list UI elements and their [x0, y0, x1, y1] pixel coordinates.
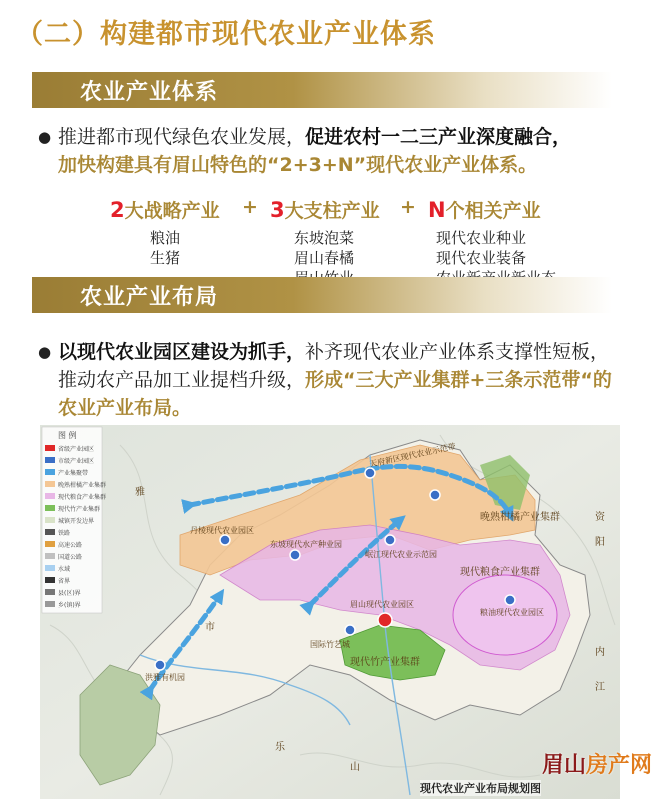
- park-marker-icon: [365, 468, 375, 478]
- list-item: 东坡泡菜: [294, 229, 355, 247]
- map-label: 晚熟柑橘产业集群: [480, 512, 560, 523]
- legend-item-label: 高速公路: [58, 542, 83, 549]
- para-gold-text: 加快构建具有眉山特色的“2+3+N”现代农业产业体系。: [58, 154, 538, 176]
- para-gold-text: 形成“三大产业集群+三条示范带“的农业产业布局。: [58, 369, 612, 419]
- list-item: 眉山春橘: [294, 249, 355, 267]
- legend-swatch: [45, 457, 55, 463]
- legend-swatch: [45, 541, 55, 547]
- map-label: 现代竹产业集群: [350, 657, 420, 668]
- paragraph-industry-system: [38, 123, 628, 179]
- park-marker-icon: [505, 595, 515, 605]
- legend-item-label: 铁路: [58, 530, 71, 537]
- industry-layout-map: [40, 425, 620, 799]
- category-text: 大支柱产业: [284, 200, 380, 222]
- category-number: 2: [110, 198, 125, 222]
- watermark-logo: [542, 748, 652, 779]
- para-bold-text: 促进农村一二三产业深度融合，: [305, 126, 572, 148]
- legend-item-label: 城镇开发边界: [58, 518, 95, 525]
- category-strategic: [110, 196, 220, 223]
- legend-swatch: [45, 445, 55, 451]
- map-caption: 现代农业产业布局规划图: [420, 782, 541, 795]
- place-label: 内: [595, 647, 605, 658]
- map-label: 粮油现代农业园区: [480, 608, 544, 617]
- legend-item-label: 国道公路: [58, 554, 83, 561]
- park-marker-icon: [220, 535, 230, 545]
- category-text: 个相关产业: [445, 200, 541, 222]
- legend-item-label: 晚熟柑橘产业集群: [58, 482, 107, 489]
- category-number: 3: [270, 198, 285, 222]
- legend-swatch: [45, 481, 55, 487]
- list-item: 现代农业装备: [436, 249, 527, 267]
- bullet-icon: ●: [38, 128, 52, 146]
- map-label: 岷江现代农业示范园: [365, 550, 437, 559]
- section-header-industry-system: [32, 72, 612, 108]
- map-label: 丹棱现代农业园区: [190, 526, 254, 535]
- legend-title: 图 例: [58, 431, 77, 440]
- legend-swatch: [45, 589, 55, 595]
- section-header-label: 农业产业体系: [80, 80, 219, 105]
- category-text: 大战略产业: [124, 200, 220, 222]
- place-label: 江: [595, 682, 605, 693]
- list-item: 生猪: [150, 249, 181, 267]
- legend-swatch: [45, 493, 55, 499]
- category-pillar: [270, 196, 380, 223]
- paragraph-industry-layout: [38, 338, 628, 422]
- provincial-park-marker-icon: [378, 613, 392, 627]
- park-marker-icon: [290, 550, 300, 560]
- place-label: 阳: [595, 537, 605, 548]
- category-items-strategic: [150, 228, 180, 268]
- map-label: 东坡现代水产种业园: [270, 540, 342, 549]
- legend-swatch: [45, 577, 55, 583]
- section-header-industry-layout: [32, 277, 612, 313]
- watermark-part1: 眉山: [541, 753, 586, 778]
- map-label: 天府新区现代农业示范带: [368, 441, 457, 469]
- list-item: 粮油: [150, 229, 181, 247]
- legend-item-label: 现代竹产业集群: [58, 506, 101, 513]
- legend-swatch: [45, 565, 55, 571]
- legend-swatch: [45, 601, 55, 607]
- legend-item-label: 产业集聚带: [58, 470, 89, 477]
- place-label: 雅: [135, 487, 145, 498]
- place-label: 山: [350, 762, 360, 773]
- place-label: 市: [205, 622, 215, 633]
- map-legend: [42, 427, 106, 613]
- legend-item-label: 现代粮食产业集群: [58, 494, 107, 501]
- legend-item-label: 省级产业园区: [58, 446, 95, 453]
- para-normal-text: 补齐现代农业产业体系支撑性短板，推动农产品加工业提档升级，: [58, 341, 610, 391]
- park-marker-icon: [385, 535, 395, 545]
- park-marker-icon: [345, 625, 355, 635]
- place-label: 资: [595, 512, 605, 523]
- legend-item-label: 乡(镇)界: [58, 602, 81, 609]
- legend-item-label: 市级产业园区: [58, 458, 95, 465]
- legend-swatch: [45, 505, 55, 511]
- legend-swatch: [45, 517, 55, 523]
- industry-categories: [100, 196, 620, 226]
- legend-item-label: 水域: [58, 566, 71, 573]
- legend-swatch: [45, 553, 55, 559]
- map-label: 洪雅有机园: [145, 673, 185, 682]
- para-bold-text: 以现代农业园区建设为抓手，: [58, 341, 306, 363]
- plus-sign: +: [400, 196, 416, 218]
- map-label: 现代粮食产业集群: [460, 567, 540, 578]
- section-header-label: 农业产业布局: [80, 285, 219, 310]
- park-marker-icon: [430, 490, 440, 500]
- bullet-icon: ●: [38, 343, 52, 361]
- legend-item-label: 县(区)界: [58, 590, 81, 597]
- list-item: 现代农业种业: [436, 229, 527, 247]
- legend-swatch: [45, 529, 55, 535]
- map-label: 眉山现代农业园区: [350, 600, 414, 609]
- legend-swatch: [45, 469, 55, 475]
- para-normal-text: 推进都市现代绿色农业发展，: [58, 126, 306, 148]
- place-label: 乐: [275, 742, 285, 753]
- page-title: （二）构建都市现代农业产业体系: [16, 19, 436, 50]
- map-label: 国际竹艺城: [310, 640, 350, 649]
- category-related: [428, 196, 541, 223]
- legend-item-label: 省界: [58, 578, 71, 585]
- watermark-part2: 房产网: [585, 753, 652, 778]
- plus-sign: +: [242, 196, 258, 218]
- park-marker-icon: [155, 660, 165, 670]
- category-number: N: [428, 198, 446, 222]
